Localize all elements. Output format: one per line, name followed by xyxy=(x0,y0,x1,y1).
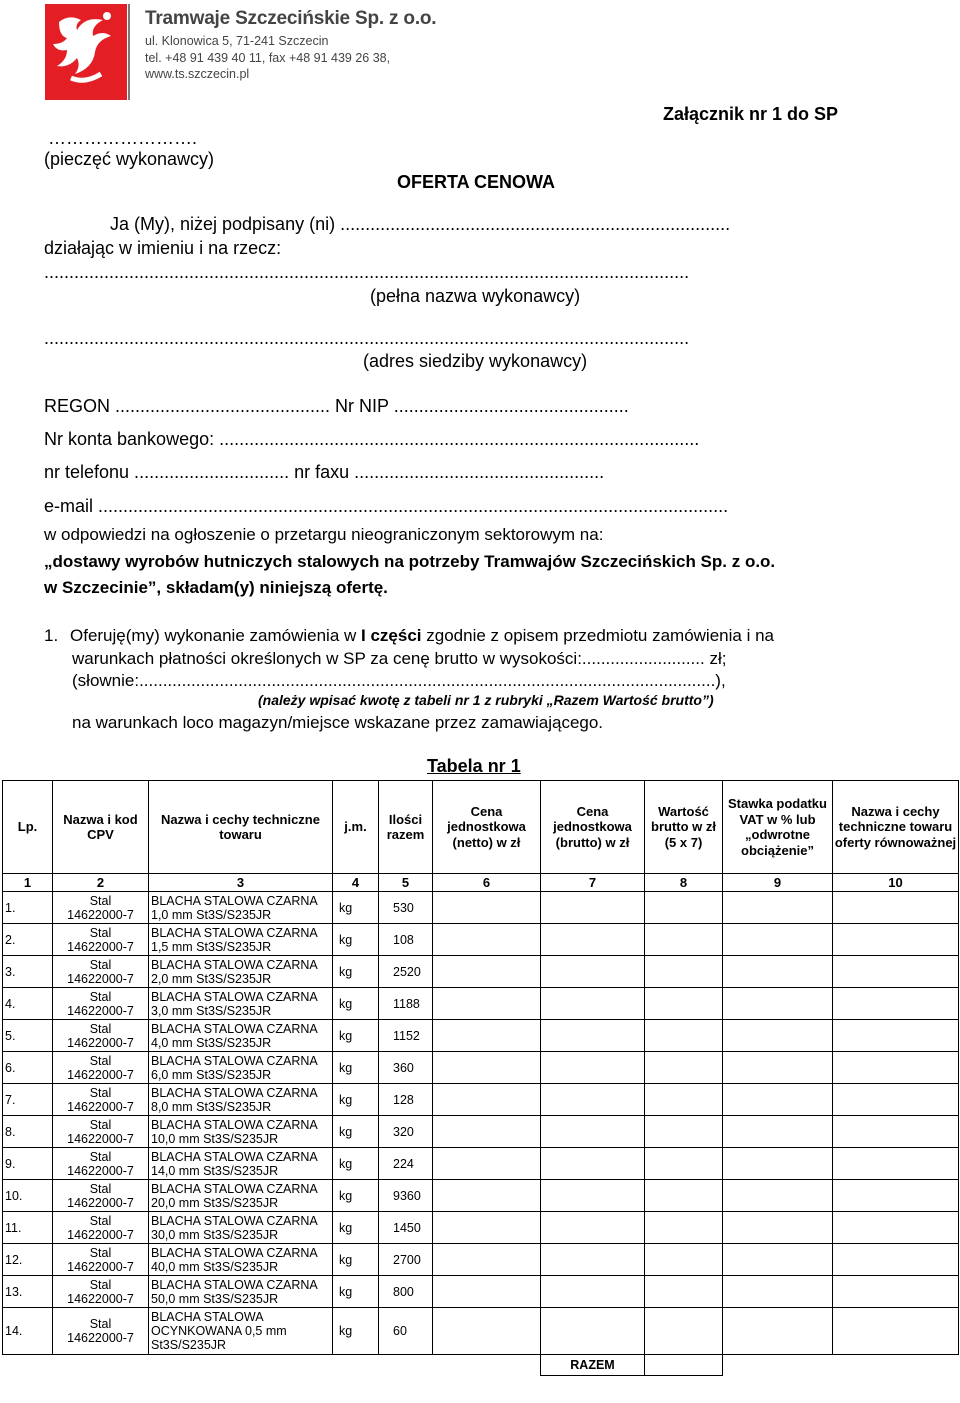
row-vat[interactable] xyxy=(723,1308,833,1355)
row-lp: 6. xyxy=(3,1052,53,1084)
offer-part: I części xyxy=(361,626,422,645)
subject-line-1: „dostawy wyrobów hutniczych stalowych na potrzeby Tramwajów Szczecińskich Sp. z o.o. xyxy=(44,552,776,571)
row-cpv xyxy=(53,1212,149,1244)
total-spacer xyxy=(3,1355,541,1376)
row-net-price[interactable] xyxy=(433,1116,541,1148)
company-info xyxy=(145,8,436,83)
row-cpv-code: 14622000-7 xyxy=(67,971,134,986)
row-gross-price[interactable] xyxy=(541,956,645,988)
stamp-label: (pieczęć wykonawcy) xyxy=(44,149,215,169)
row-equivalent[interactable] xyxy=(833,1148,959,1180)
row-qty: 1188 xyxy=(379,988,433,1020)
row-name xyxy=(149,1276,333,1308)
table-row xyxy=(3,1084,959,1116)
row-qty: 2700 xyxy=(379,1244,433,1276)
row-qty: 800 xyxy=(379,1276,433,1308)
row-lp: 5. xyxy=(3,1020,53,1052)
row-cpv xyxy=(53,1276,149,1308)
row-qty: 2520 xyxy=(379,956,433,988)
table-total-row xyxy=(3,1355,959,1376)
col-number: 4 xyxy=(333,874,379,892)
row-gross-value[interactable] xyxy=(645,1148,723,1180)
table-row xyxy=(3,1212,959,1244)
row-net-price[interactable] xyxy=(433,1084,541,1116)
row-gross-price[interactable] xyxy=(541,892,645,924)
row-cpv-code: 14622000-7 xyxy=(67,1227,134,1242)
row-name xyxy=(149,924,333,956)
header-name: Nazwa i cechy techniczne towaru xyxy=(149,781,333,874)
row-unit: kg xyxy=(333,924,379,956)
row-cpv-label: Stal xyxy=(89,893,112,908)
row-name-line: BLACHA STALOWA CZARNA xyxy=(151,1117,318,1132)
row-lp: 8. xyxy=(3,1116,53,1148)
form-bank-account: Nr konta bankowego: ................................................................................................ xyxy=(44,429,700,449)
header-cpv: Nazwa i kod CPV xyxy=(53,781,149,874)
row-name-line: BLACHA STALOWA CZARNA xyxy=(151,1181,318,1196)
row-unit: kg xyxy=(333,1020,379,1052)
company-name: Tramwaje Szczecińskie Sp. z o.o. xyxy=(145,8,437,29)
row-net-price[interactable] xyxy=(433,1180,541,1212)
row-spec: 30,0 mm St3S/S235JR xyxy=(151,1227,279,1242)
row-net-price[interactable] xyxy=(433,956,541,988)
row-gross-price[interactable] xyxy=(541,924,645,956)
table-row xyxy=(3,1116,959,1148)
row-equivalent[interactable] xyxy=(833,924,959,956)
row-cpv xyxy=(53,1244,149,1276)
row-cpv-label: Stal xyxy=(89,925,112,940)
row-net-price[interactable] xyxy=(433,988,541,1020)
row-unit: kg xyxy=(333,1180,379,1212)
row-lp: 3. xyxy=(3,956,53,988)
table-row xyxy=(3,1308,959,1355)
row-equivalent[interactable] xyxy=(833,988,959,1020)
row-lp: 13. xyxy=(3,1276,53,1308)
row-gross-price[interactable] xyxy=(541,1180,645,1212)
row-lp: 11. xyxy=(3,1212,53,1244)
row-qty: 1152 xyxy=(379,1020,433,1052)
row-cpv-code: 14622000-7 xyxy=(67,939,134,954)
row-gross-price[interactable] xyxy=(541,988,645,1020)
table-row xyxy=(3,1020,959,1052)
row-name-line: BLACHA STALOWA CZARNA xyxy=(151,1021,318,1036)
row-cpv-label: Stal xyxy=(89,1117,112,1132)
row-gross-value[interactable] xyxy=(645,1308,723,1355)
row-cpv-code: 14622000-7 xyxy=(67,1259,134,1274)
row-unit: kg xyxy=(333,956,379,988)
row-name-line: BLACHA STALOWA CZARNA xyxy=(151,1053,318,1068)
form-full-name-label: (pełna nazwa wykonawcy) xyxy=(370,286,581,306)
row-unit: kg xyxy=(333,1276,379,1308)
row-spec: 2,0 mm St3S/S235JR xyxy=(151,971,272,986)
form-address-label: (adres siedziby wykonawcy) xyxy=(363,351,588,371)
row-unit: kg xyxy=(333,1148,379,1180)
row-equivalent[interactable] xyxy=(833,892,959,924)
row-spec: 6,0 mm St3S/S235JR xyxy=(151,1067,272,1082)
row-gross-price[interactable] xyxy=(541,1244,645,1276)
row-equivalent[interactable] xyxy=(833,1084,959,1116)
row-cpv-label: Stal xyxy=(89,1149,112,1164)
row-cpv xyxy=(53,1180,149,1212)
row-net-price[interactable] xyxy=(433,924,541,956)
form-signatory-line: Ja (My), niżej podpisany (ni) .............................................................................. xyxy=(110,214,731,234)
row-spec: 14,0 mm St3S/S235JR xyxy=(151,1163,279,1178)
row-name xyxy=(149,1308,333,1355)
row-cpv-code: 14622000-7 xyxy=(67,1067,134,1082)
row-gross-value[interactable] xyxy=(645,1052,723,1084)
row-qty: 60 xyxy=(379,1308,433,1355)
row-lp: 9. xyxy=(3,1148,53,1180)
form-regon-nip: REGON ........................................... Nr NIP ............................................... xyxy=(44,396,629,416)
row-cpv-code: 14622000-7 xyxy=(67,907,134,922)
row-vat[interactable] xyxy=(723,1148,833,1180)
row-vat[interactable] xyxy=(723,1212,833,1244)
row-spec: 3,0 mm St3S/S235JR xyxy=(151,1003,272,1018)
row-name xyxy=(149,1148,333,1180)
row-cpv-code: 14622000-7 xyxy=(67,1035,134,1050)
offer-text-a-wrap xyxy=(70,626,774,646)
company-website: www.ts.szczecin.pl xyxy=(145,67,250,81)
row-cpv xyxy=(53,988,149,1020)
row-net-price[interactable] xyxy=(433,1276,541,1308)
row-cpv xyxy=(53,1084,149,1116)
row-vat[interactable] xyxy=(723,1116,833,1148)
header-vat: Stawka podatku VAT w % lub „odwrotne obciążenie” xyxy=(723,781,833,874)
row-unit: kg xyxy=(333,1052,379,1084)
row-qty: 360 xyxy=(379,1052,433,1084)
form-on-behalf-label: działając w imieniu i na rzecz: xyxy=(44,238,282,258)
row-cpv-label: Stal xyxy=(89,1277,112,1292)
row-net-price[interactable] xyxy=(433,1052,541,1084)
ts-logo-icon xyxy=(45,4,131,102)
stamp-dots: ……………………. xyxy=(48,128,198,148)
row-spec: 50,0 mm St3S/S235JR xyxy=(151,1291,279,1306)
row-cpv-code: 14622000-7 xyxy=(67,1195,134,1210)
row-qty: 1450 xyxy=(379,1212,433,1244)
row-equivalent[interactable] xyxy=(833,1212,959,1244)
row-vat[interactable] xyxy=(723,924,833,956)
row-qty: 128 xyxy=(379,1084,433,1116)
row-equivalent[interactable] xyxy=(833,1020,959,1052)
row-qty: 224 xyxy=(379,1148,433,1180)
row-equivalent[interactable] xyxy=(833,956,959,988)
row-name-line: BLACHA STALOWA CZARNA xyxy=(151,1245,318,1260)
row-net-price[interactable] xyxy=(433,1308,541,1355)
col-number: 6 xyxy=(433,874,541,892)
table-row xyxy=(3,892,959,924)
total-gross-value[interactable] xyxy=(645,1355,723,1376)
row-unit: kg xyxy=(333,1244,379,1276)
table-row xyxy=(3,956,959,988)
row-name xyxy=(149,1180,333,1212)
table-row xyxy=(3,1148,959,1180)
row-lp: 14. xyxy=(3,1308,53,1355)
row-qty: 530 xyxy=(379,892,433,924)
row-unit: kg xyxy=(333,1308,379,1355)
row-gross-price[interactable] xyxy=(541,1148,645,1180)
offer-line-1 xyxy=(44,626,914,646)
form-response-intro: w odpowiedzi na ogłoszenie o przetargu nieograniczonym sektorowym na: xyxy=(44,525,604,544)
row-gross-value[interactable] xyxy=(645,1084,723,1116)
row-gross-value[interactable] xyxy=(645,1212,723,1244)
row-name xyxy=(149,1020,333,1052)
form-address-line: ................................................................................................................................. xyxy=(44,328,690,348)
row-equivalent[interactable] xyxy=(833,1116,959,1148)
row-gross-value[interactable] xyxy=(645,956,723,988)
row-cpv-label: Stal xyxy=(89,1181,112,1196)
col-number: 3 xyxy=(149,874,333,892)
row-unit: kg xyxy=(333,892,379,924)
row-equivalent[interactable] xyxy=(833,1276,959,1308)
row-cpv xyxy=(53,1020,149,1052)
row-spec: 1,5 mm St3S/S235JR xyxy=(151,939,272,954)
row-lp: 7. xyxy=(3,1084,53,1116)
row-equivalent[interactable] xyxy=(833,1180,959,1212)
row-vat[interactable] xyxy=(723,988,833,1020)
row-gross-price[interactable] xyxy=(541,1276,645,1308)
form-name-line: ................................................................................................................................. xyxy=(44,262,690,282)
header-gross-value: Wartość brutto w zł (5 x 7) xyxy=(645,781,723,874)
subject-line-2: w Szczecinie”, składam(y) niniejszą ofertę. xyxy=(44,578,388,597)
row-name xyxy=(149,1052,333,1084)
table-row xyxy=(3,1276,959,1308)
row-name-line: BLACHA STALOWA CZARNA xyxy=(151,989,318,1004)
row-lp: 4. xyxy=(3,988,53,1020)
form-phone-fax: nr telefonu ............................... nr faxu .................................................. xyxy=(44,462,605,482)
row-gross-value[interactable] xyxy=(645,924,723,956)
col-number: 1 xyxy=(3,874,53,892)
row-cpv xyxy=(53,1148,149,1180)
table-row xyxy=(3,988,959,1020)
row-cpv-code: 14622000-7 xyxy=(67,1003,134,1018)
row-spec: 20,0 mm St3S/S235JR xyxy=(151,1195,279,1210)
header-lp: Lp. xyxy=(3,781,53,874)
row-vat[interactable] xyxy=(723,1180,833,1212)
header-qty: Ilości razem xyxy=(379,781,433,874)
table-body xyxy=(3,892,959,1308)
row-gross-value[interactable] xyxy=(645,892,723,924)
document-title: OFERTA CENOWA xyxy=(397,172,555,192)
row-equivalent[interactable] xyxy=(833,1308,959,1355)
row-name-line: OCYNKOWANA 0,5 mm xyxy=(151,1324,287,1338)
row-gross-price[interactable] xyxy=(541,1052,645,1084)
col-number: 7 xyxy=(541,874,645,892)
row-gross-value[interactable] xyxy=(645,1116,723,1148)
row-qty: 108 xyxy=(379,924,433,956)
row-cpv xyxy=(53,892,149,924)
col-number: 2 xyxy=(53,874,149,892)
row-cpv xyxy=(53,1052,149,1084)
row-net-price[interactable] xyxy=(433,1244,541,1276)
row-unit: kg xyxy=(333,1084,379,1116)
row-cpv xyxy=(53,1116,149,1148)
row-unit: kg xyxy=(333,1116,379,1148)
row-gross-price[interactable] xyxy=(541,1084,645,1116)
row-gross-price[interactable] xyxy=(541,1116,645,1148)
row-spec: 40,0 mm St3S/S235JR xyxy=(151,1259,279,1274)
offer-line-2: warunkach płatności określonych w SP za cenę brutto w wysokości:.......................... zł; xyxy=(72,649,727,668)
row-gross-price[interactable] xyxy=(541,1212,645,1244)
row-name-line: BLACHA STALOWA xyxy=(151,1310,264,1324)
row-name xyxy=(149,1212,333,1244)
header-gross-price: Cena jednostkowa (brutto) w zł xyxy=(541,781,645,874)
row-cpv-label: Stal xyxy=(89,1245,112,1260)
table-row xyxy=(3,924,959,956)
row-cpv xyxy=(53,1308,149,1355)
table-row xyxy=(3,1180,959,1212)
col-number: 9 xyxy=(723,874,833,892)
row-net-price[interactable] xyxy=(433,1148,541,1180)
row-name-line: BLACHA STALOWA CZARNA xyxy=(151,1149,318,1164)
row-net-price[interactable] xyxy=(433,1020,541,1052)
company-address: ul. Klonowica 5, 71-241 Szczecin xyxy=(145,34,329,48)
row-unit: kg xyxy=(333,988,379,1020)
row-qty: 9360 xyxy=(379,1180,433,1212)
row-cpv-label: Stal xyxy=(89,1021,112,1036)
offer-text-b: zgodnie z opisem przedmiotu zamówienia i na xyxy=(426,626,774,645)
row-name xyxy=(149,956,333,988)
row-spec: 8,0 mm St3S/S235JR xyxy=(151,1099,272,1114)
row-cpv-code: 14622000-7 xyxy=(67,1163,134,1178)
row-lp: 10. xyxy=(3,1180,53,1212)
col-number: 10 xyxy=(833,874,959,892)
row-net-price[interactable] xyxy=(433,1212,541,1244)
row-name-line: BLACHA STALOWA CZARNA xyxy=(151,957,318,972)
row-cpv-code: 14622000-7 xyxy=(67,1291,134,1306)
row-lp: 1. xyxy=(3,892,53,924)
row-gross-price[interactable] xyxy=(541,1308,645,1355)
total-label: RAZEM xyxy=(541,1355,645,1376)
offer-note: (należy wpisać kwotę z tabeli nr 1 z rubryki „Razem Wartość brutto”) xyxy=(258,692,714,708)
row-name xyxy=(149,1244,333,1276)
row-cpv-label: Stal xyxy=(89,1213,112,1228)
company-phone-fax: tel. +48 91 439 40 11, fax +48 91 439 26 38, xyxy=(145,50,391,65)
row-spec: 4,0 mm St3S/S235JR xyxy=(151,1035,272,1050)
row-equivalent[interactable] xyxy=(833,1244,959,1276)
row-cpv-label: Stal xyxy=(89,957,112,972)
row-vat[interactable] xyxy=(723,1276,833,1308)
row-gross-value[interactable] xyxy=(645,1244,723,1276)
row-vat[interactable] xyxy=(723,892,833,924)
row-gross-value[interactable] xyxy=(645,988,723,1020)
row-net-price[interactable] xyxy=(433,892,541,924)
table-col-numbers xyxy=(3,874,959,892)
row-name-line: St3S/S235JR xyxy=(151,1338,227,1352)
row-spec: 1,0 mm St3S/S235JR xyxy=(151,907,272,922)
row-cpv-label: Stal xyxy=(89,989,112,1004)
offer-line-3: (słownie:..........................................................................................................................), xyxy=(72,671,726,690)
total-spacer-right xyxy=(723,1355,959,1376)
row-name-line: BLACHA STALOWA CZARNA xyxy=(151,1277,318,1292)
row-cpv-label: Stal xyxy=(89,1085,112,1100)
offer-line-4: na warunkach loco magazyn/miejsce wskazane przez zamawiającego. xyxy=(72,713,604,732)
row-qty: 320 xyxy=(379,1116,433,1148)
table-row xyxy=(3,1244,959,1276)
row-equivalent[interactable] xyxy=(833,1052,959,1084)
table-row xyxy=(3,1052,959,1084)
row-cpv-label: Stal xyxy=(89,1317,112,1331)
row-name xyxy=(149,1084,333,1116)
row-gross-value[interactable] xyxy=(645,1020,723,1052)
row-cpv-code: 14622000-7 xyxy=(67,1131,134,1146)
row-lp: 12. xyxy=(3,1244,53,1276)
table-header-row xyxy=(3,781,959,874)
row-name xyxy=(149,1116,333,1148)
row-name-line: BLACHA STALOWA CZARNA xyxy=(151,1085,318,1100)
table-caption: Tabela nr 1 xyxy=(427,756,521,776)
row-lp: 2. xyxy=(3,924,53,956)
logo-divider xyxy=(128,4,130,100)
row-gross-value[interactable] xyxy=(645,1180,723,1212)
row-vat[interactable] xyxy=(723,1084,833,1116)
col-number: 8 xyxy=(645,874,723,892)
row-name-line: BLACHA STALOWA CZARNA xyxy=(151,925,318,940)
row-cpv-code: 14622000-7 xyxy=(67,1331,134,1345)
attachment-label: Załącznik nr 1 do SP xyxy=(663,104,839,124)
col-number: 5 xyxy=(379,874,433,892)
row-name-line: BLACHA STALOWA CZARNA xyxy=(151,893,318,908)
row-gross-value[interactable] xyxy=(645,1276,723,1308)
form-email: e-mail .............................................................................................................................. xyxy=(44,496,729,516)
row-vat[interactable] xyxy=(723,1020,833,1052)
row-vat[interactable] xyxy=(723,1052,833,1084)
row-vat[interactable] xyxy=(723,956,833,988)
row-cpv xyxy=(53,956,149,988)
price-table xyxy=(2,780,959,1376)
row-cpv-code: 14622000-7 xyxy=(67,1099,134,1114)
row-gross-price[interactable] xyxy=(541,1020,645,1052)
row-cpv-label: Stal xyxy=(89,1053,112,1068)
header-unit: j.m. xyxy=(333,781,379,874)
row-vat[interactable] xyxy=(723,1244,833,1276)
row-cpv xyxy=(53,924,149,956)
row-spec: 10,0 mm St3S/S235JR xyxy=(151,1131,279,1146)
row-name xyxy=(149,892,333,924)
row-unit: kg xyxy=(333,1212,379,1244)
offer-num: 1. xyxy=(44,626,59,645)
row-name xyxy=(149,988,333,1020)
header-equivalent: Nazwa i cechy techniczne towaru oferty równoważnej xyxy=(833,781,959,874)
header-net-price: Cena jednostkowa (netto) w zł xyxy=(433,781,541,874)
row-name-line: BLACHA STALOWA CZARNA xyxy=(151,1213,318,1228)
offer-text-a: Oferuję(my) wykonanie zamówienia w xyxy=(70,626,357,645)
